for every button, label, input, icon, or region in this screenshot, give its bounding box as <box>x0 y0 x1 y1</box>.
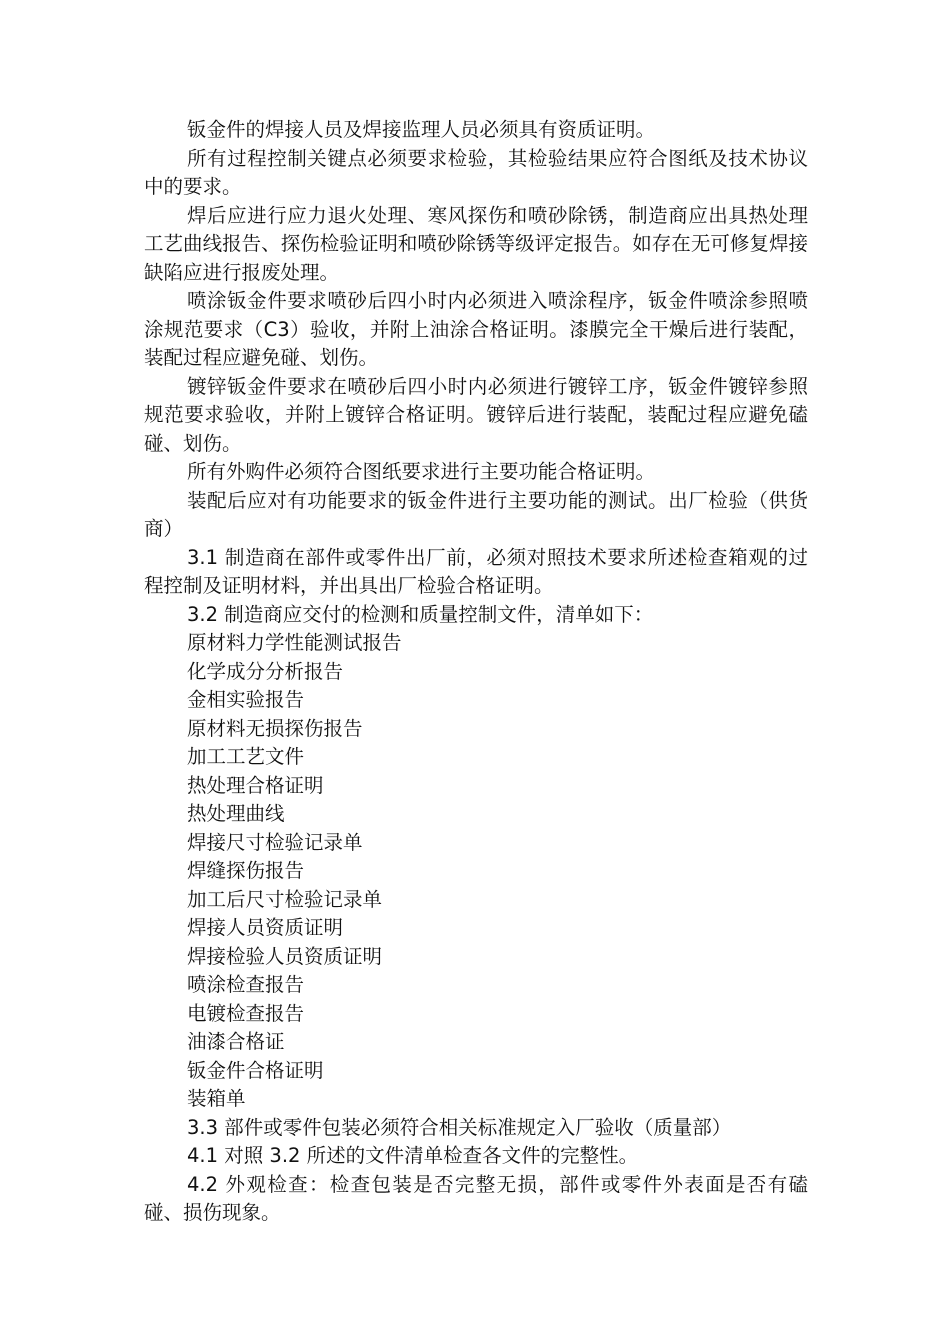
paragraph: 4.2 外观检查：检查包装是否完整无损，部件或零件外表面是否有磕碰、损伤现象。 <box>144 1172 808 1224</box>
list-item: 原材料无损探伤报告 <box>187 716 363 740</box>
paragraph: 3.2 制造商应交付的检测和质量控制文件，清单如下： <box>187 602 654 626</box>
paragraph: 焊后应进行应力退火处理、寒风探伤和喷砂除锈，制造商应出具热处理工艺曲线报告、探伤检验证明和喷砂除锈等级评定报告。如存在无可修复焊接缺陷应进行报废处理。 <box>144 203 808 284</box>
paragraph: 所有外购件必须符合图纸要求进行主要功能合格证明。 <box>187 460 656 483</box>
list-item: 油漆合格证 <box>187 1030 285 1053</box>
list-item: 原材料力学性能测试报告 <box>187 631 402 654</box>
paragraph: 装配后应对有功能要求的钣金件进行主要功能的测试。出厂检验（供货商） <box>144 488 808 540</box>
list-item: 钣金件合格证明 <box>187 1058 324 1082</box>
paragraph: 所有过程控制关键点必须要求检验，其检验结果应符合图纸及技术协议中的要求。 <box>144 146 808 198</box>
paragraph: 3.3 部件或零件包装必须符合相关标准规定入厂验收（质量部） <box>187 1115 732 1139</box>
list-item: 焊接检验人员资质证明 <box>187 944 383 968</box>
paragraph: 喷涂钣金件要求喷砂后四小时内必须进入喷涂程序，钣金件喷涂参照喷涂规范要求（C3）验收，并附上油涂合格证明。漆膜完全干燥后进行装配，装配过程应避免碰、划伤。 <box>144 289 808 369</box>
list-item: 电镀检查报告 <box>187 1001 305 1025</box>
list-item: 焊接人员资质证明 <box>187 916 344 939</box>
list-item: 化学成分分析报告 <box>187 659 344 683</box>
list-item: 加工工艺文件 <box>187 745 305 768</box>
list-item: 喷涂检查报告 <box>187 973 305 996</box>
list-item: 焊接尺寸检验记录单 <box>187 830 363 854</box>
paragraph: 镀锌钣金件要求在喷砂后四小时内必须进行镀锌工序，钣金件镀锌参照规范要求验收，并附上镀锌合格证明。镀锌后进行装配，装配过程应避免磕碰、划伤。 <box>144 374 808 455</box>
paragraph: 钣金件的焊接人员及焊接监理人员必须具有资质证明。 <box>187 118 656 141</box>
list-item: 焊缝探伤报告 <box>187 859 305 882</box>
list-item: 金相实验报告 <box>187 688 305 711</box>
list-item: 加工后尺寸检验记录单 <box>187 887 383 911</box>
list-item: 热处理合格证明 <box>187 773 324 797</box>
paragraph: 3.1 制造商在部件或零件出厂前，必须对照技术要求所述检查箱观的过程控制及证明材料，并出具出厂检验合格证明。 <box>144 545 808 597</box>
document-body <box>144 116 808 1228</box>
paragraph: 4.1 对照 3.2 所述的文件清单检查各文件的完整性。 <box>187 1144 639 1167</box>
list-item: 热处理曲线 <box>187 802 285 825</box>
document-list <box>144 629 808 1114</box>
list-item: 装箱单 <box>187 1087 246 1110</box>
